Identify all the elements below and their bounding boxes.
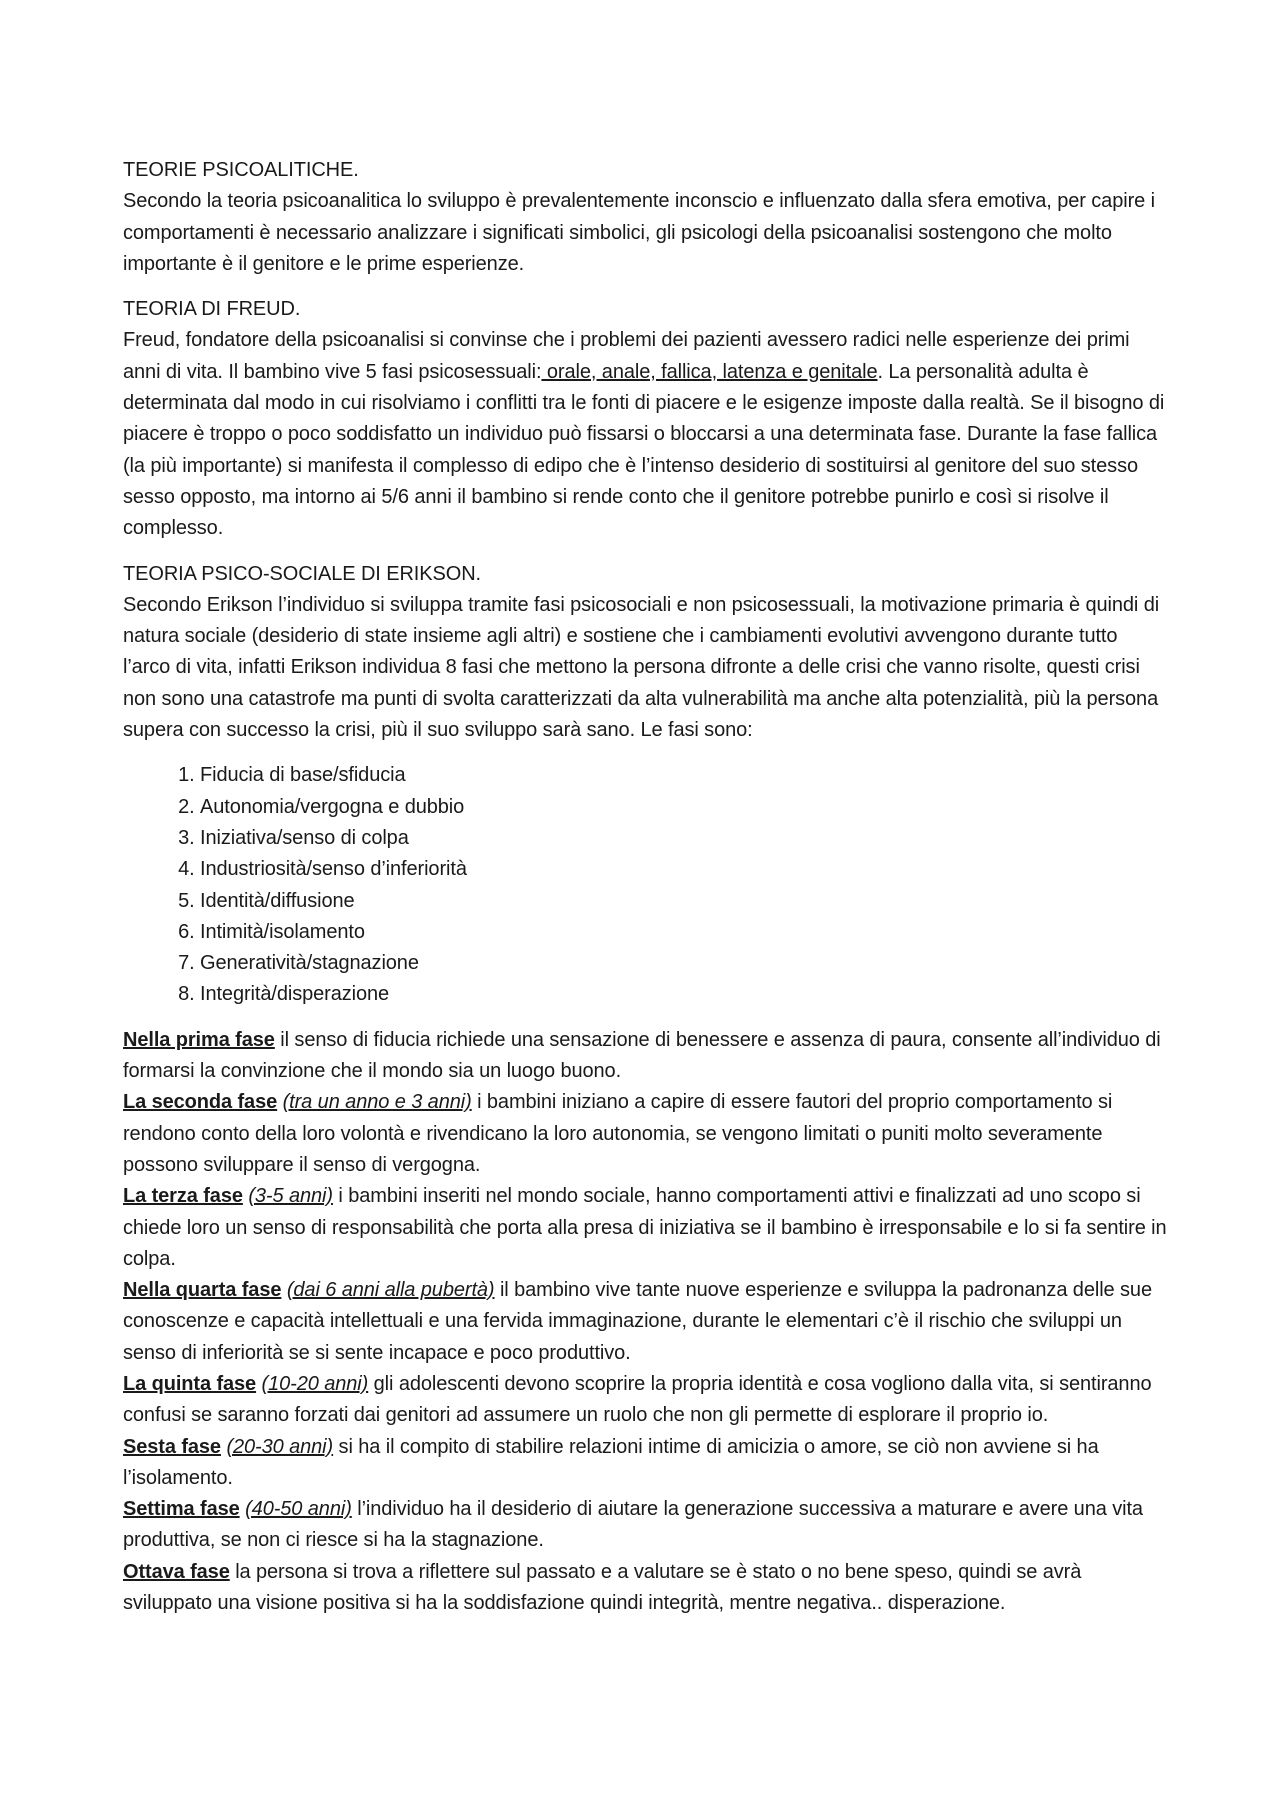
- list-item: 5. Identità/diffusione: [200, 886, 1168, 917]
- section-heading: TEORIE PSICOALITICHE.: [123, 159, 359, 181]
- section-heading: TEORIA PSICO-SOCIALE DI ERIKSON.: [123, 562, 481, 585]
- phase-age-range: (3-5 anni): [248, 1185, 333, 1208]
- phase-text: gli adolescenti devono scoprire la propria identità e cosa vogliono dalla vita, si sentiranno confusi se saranno forzati dai genitori ad assumere un ruolo che non gli permette di esplorare il proprio io.: [123, 1372, 1152, 1427]
- phase-label: La seconda fase: [123, 1091, 278, 1114]
- phase-description: [123, 1494, 1168, 1557]
- phase-age-range: (tra un anno e 3 anni): [282, 1091, 472, 1114]
- list-item: 1. Fiducia di base/sfiducia: [200, 760, 1168, 791]
- phase-label: Ottava fase: [123, 1560, 230, 1583]
- phase-label: Settima fase: [123, 1498, 240, 1521]
- section-erikson-theory: [123, 559, 1168, 747]
- phase-age-range: (10-20 anni): [261, 1372, 369, 1395]
- phase-description: [123, 1369, 1168, 1432]
- document-content: [123, 155, 1168, 1619]
- phase-label: Nella quarta fase: [123, 1279, 282, 1302]
- phase-age-range: (40-50 anni): [245, 1498, 352, 1521]
- phase-text: il bambino vive tante nuove esperienze e sviluppa la padronanza delle sue conoscenze e capacità intellettuali e una fervida immaginazione, durante le elementari c’è il rischio che sviluppi un senso di inferiorità se si sente incapace e poco produttivo.: [123, 1279, 1152, 1364]
- list-item: 4. Industriosità/senso d’inferiorità: [200, 854, 1168, 885]
- paragraph-text: . La personalità adulta è determinata dal modo in cui risolviamo i conflitti tra le fonti di piacere e le esigenze imposte dalla realtà. Se il bisogno di piacere è troppo o poco soddisfatto un individuo può fissarsi o bloccarsi a una determinata fase. Durante la fase fallica (la più importante) si manifesta il complesso di edipo che è l’intenso desiderio di sostituirsi al genitore del suo stesso sesso opposto, ma intorno ai 5/6 anni il bambino si rende conto che il genitore potrebbe punirlo e così si risolve il complesso.: [123, 360, 1165, 540]
- phase-label: La quinta fase: [123, 1372, 257, 1395]
- phase-text: si ha il compito di stabilire relazioni intime di amicizia o amore, se ciò non avviene si ha l’isolamento.: [123, 1435, 1099, 1489]
- phase-label: Sesta fase: [123, 1435, 221, 1458]
- phase-text: il senso di fiducia richiede una sensazione di benessere e assenza di paura, consente all’individuo di formarsi la convinzione che il mondo sia un luogo buono.: [123, 1028, 1161, 1083]
- list-item: 7. Generatività/stagnazione: [200, 948, 1168, 979]
- section-paragraph: [123, 325, 1168, 544]
- phase-descriptions: [123, 1025, 1168, 1620]
- section-paragraph: Secondo Erikson l’individuo si sviluppa tramite fasi psicosociali e non psicosessuali, la motivazione primaria è quindi di natura sociale (desiderio di state insieme agli altri) e sostiene che i cambiamenti evolutivi avvengono durante tutto l’arco di vita, infatti Erikson individua 8 fasi che mettono la persona difronte a delle crisi che vanno risolte, questi crisi non sono una catastrofe ma punti di svolta caratterizzati da alta vulnerabilità ma anche alta potenzialità, più la persona supera con successo la crisi, più il suo sviluppo sarà sano. Le fasi sono:: [123, 593, 1160, 742]
- phase-description: [123, 1181, 1168, 1275]
- section-psychoanalytic-theories: [123, 155, 1168, 280]
- section-freud-theory: [123, 294, 1168, 544]
- phase-age-range: (dai 6 anni alla pubertà): [286, 1279, 495, 1302]
- section-heading: TEORIA DI FREUD.: [123, 298, 301, 321]
- phase-label: La terza fase: [123, 1185, 243, 1208]
- section-paragraph: Secondo la teoria psicoanalitica lo sviluppo è prevalentemente inconscio e influenzato dalla sfera emotiva, per capire i comportamenti è necessario analizzare i significati simbolici, gli psicologi della psicoanalisi sostengono che molto importante è il genitore e le prime esperienze.: [123, 190, 1155, 275]
- list-item: 2. Autonomia/vergogna e dubbio: [200, 792, 1168, 823]
- phase-text: i bambini inseriti nel mondo sociale, hanno comportamenti attivi e finalizzati ad uno scopo si chiede loro un senso di responsabilità che porta alla presa di iniziativa se il bambino è irresponsabile e lo si fa sentire in colpa.: [123, 1185, 1167, 1270]
- phase-description: [123, 1275, 1168, 1369]
- list-item: 6. Intimità/isolamento: [200, 917, 1168, 948]
- paragraph-text: Freud, fondatore della psicoanalisi si convinse che i problemi dei pazienti avessero radici nelle esperienze dei primi anni di vita. Il bambino vive 5 fasi psicosessuali:: [123, 329, 1130, 383]
- list-item: 3. Iniziativa/senso di colpa: [200, 823, 1168, 854]
- phases-list: [123, 760, 1168, 1010]
- phase-description: [123, 1087, 1168, 1181]
- phase-description: [123, 1432, 1168, 1495]
- list-item: 8. Integrità/disperazione: [200, 979, 1168, 1010]
- phase-description: [123, 1557, 1168, 1620]
- psychosexual-phases-underlined: orale, anale, fallica, latenza e genitale: [541, 360, 878, 383]
- phase-label: Nella prima fase: [123, 1028, 275, 1051]
- phase-text: la persona si trova a riflettere sul passato e a valutare se è stato o no bene speso, quindi se avrà sviluppato una visione positiva si ha la soddisfazione quindi integrità, mentre negativa.. disperazione.: [123, 1560, 1082, 1615]
- phase-text: i bambini iniziano a capire di essere fautori del proprio comportamento si rendono conto della loro volontà e rivendicano la loro autonomia, se vengono limitati o puniti molto severamente possono sviluppare il senso di vergogna.: [123, 1091, 1113, 1176]
- phase-text: l’individuo ha il desiderio di aiutare la generazione successiva a maturare e avere una vita produttiva, se non ci riesce si ha la stagnazione.: [123, 1498, 1143, 1552]
- phase-description: [123, 1025, 1168, 1088]
- phase-age-range: (20-30 anni): [226, 1435, 334, 1458]
